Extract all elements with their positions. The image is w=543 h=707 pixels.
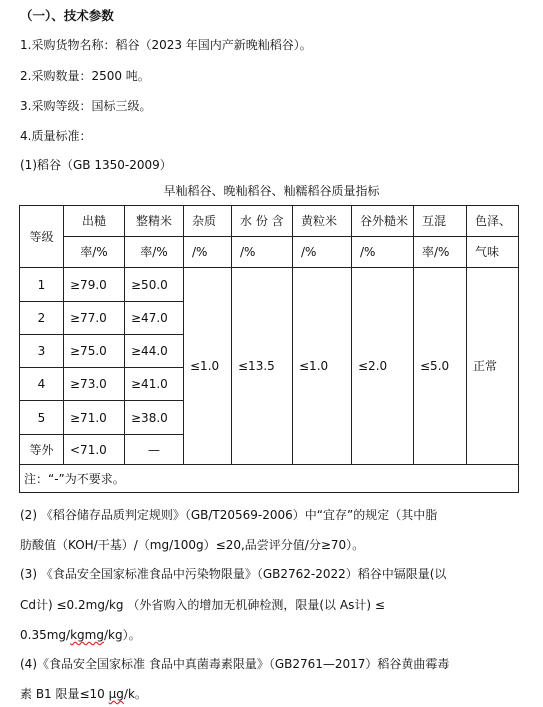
cell-whole: ≥44.0 xyxy=(125,335,184,368)
para-storage-line-1: (2) 《稻谷储存品质判定规则》（GB/T20569-2006）中“宜存”的规定（其中脂 xyxy=(20,508,438,522)
cell-grade: 3 xyxy=(20,335,64,368)
section-heading: （一）、技术参数 xyxy=(20,8,114,23)
header-mixed: 互混 xyxy=(414,206,467,237)
cell-grade: 4 xyxy=(20,368,64,401)
cell-moisture: ≤13.5 xyxy=(232,268,293,465)
para-contaminant-line-3 xyxy=(20,627,141,643)
header-husked: 谷外糙米 xyxy=(352,206,414,237)
header-mixed-unit: 率/% xyxy=(414,237,467,268)
header-moisture: 水 份 含 xyxy=(232,206,293,237)
header-whole-unit: 率/% xyxy=(125,237,184,268)
item-quantity: 2.采购数量：2500 吨。 xyxy=(20,69,150,83)
para-mycotoxin-line-2 xyxy=(20,686,147,702)
cell-grade: 2 xyxy=(20,302,64,335)
cell-grade: 5 xyxy=(20,401,64,435)
text-segment: /k。 xyxy=(123,687,147,701)
cell-yield: <71.0 xyxy=(64,435,125,465)
para-contaminant-line-1: (3) 《食品安全国家标准食品中污染物限量》（GB2762-2022）稻谷中镉限量(以 xyxy=(20,567,447,581)
item-goods-name: 1.采购货物名称：稻谷（2023 年国内产新晚籼稻谷）。 xyxy=(20,38,312,52)
header-yellow-unit: /% xyxy=(293,237,352,268)
header-impurity: 杂质 xyxy=(184,206,232,237)
para-storage-line-2: 肪酸值（KOH/干基）/（mg/100g）≤20,品尝评分值/分≥70）。 xyxy=(20,538,365,552)
item-quality-standard: 4.质量标准： xyxy=(20,129,92,143)
cell-whole: ≥47.0 xyxy=(125,302,184,335)
header-yellow: 黄粒米 xyxy=(293,206,352,237)
cell-yellow: ≤1.0 xyxy=(293,268,352,465)
table-caption: 早籼稻谷、晚籼稻谷、籼糯稻谷质量指标 xyxy=(163,184,380,198)
text-segment: 0.35mg/ xyxy=(20,628,71,642)
header-yield: 出糙 xyxy=(64,206,125,237)
table-note-row xyxy=(20,465,519,493)
cell-yield: ≥79.0 xyxy=(64,268,125,302)
table-header-row-1 xyxy=(20,206,519,237)
cell-impurity: ≤1.0 xyxy=(184,268,232,465)
table-header-row-2 xyxy=(20,237,519,268)
header-grade: 等级 xyxy=(20,206,64,268)
item-rice-standard: (1)稻谷（GB 1350-2009） xyxy=(20,158,172,172)
table-row xyxy=(20,268,519,302)
table-note: 注：“-”为不要求。 xyxy=(20,465,519,493)
header-husked-unit: /% xyxy=(352,237,414,268)
item-grade: 3.采购等级：国标三级。 xyxy=(20,99,152,113)
header-whole: 整精米 xyxy=(125,206,184,237)
text-segment: 素 B1 限量≤10 xyxy=(20,687,109,701)
quality-table xyxy=(19,205,519,493)
header-color-unit: 气味 xyxy=(467,237,519,268)
header-color: 色泽、 xyxy=(467,206,519,237)
cell-color: 正常 xyxy=(467,268,519,465)
cell-whole: — xyxy=(125,435,184,465)
header-yield-unit: 率/% xyxy=(64,237,125,268)
cell-mixed: ≤5.0 xyxy=(414,268,467,465)
spellcheck-underlined-text: μg xyxy=(108,687,124,701)
para-contaminant-line-2: Cd计) ≤0.2mg/kg （外省购入的增加无机砷检测，限量(以 As计) ≤ xyxy=(20,598,385,612)
text-segment: /kg）。 xyxy=(103,628,141,642)
cell-husked: ≤2.0 xyxy=(352,268,414,465)
cell-whole: ≥41.0 xyxy=(125,368,184,401)
cell-whole: ≥38.0 xyxy=(125,401,184,435)
header-impurity-unit: /% xyxy=(184,237,232,268)
cell-grade: 1 xyxy=(20,268,64,302)
cell-yield: ≥71.0 xyxy=(64,401,125,435)
spellcheck-underlined-text: kgmg xyxy=(70,628,104,642)
cell-grade: 等外 xyxy=(20,435,64,465)
header-moisture-unit: /% xyxy=(232,237,293,268)
cell-yield: ≥75.0 xyxy=(64,335,125,368)
cell-yield: ≥77.0 xyxy=(64,302,125,335)
cell-yield: ≥73.0 xyxy=(64,368,125,401)
cell-whole: ≥50.0 xyxy=(125,268,184,302)
para-mycotoxin-line-1: (4)《食品安全国家标准 食品中真菌毒素限量》（GB2761—2017）稻谷黄曲霉毒 xyxy=(20,657,450,671)
